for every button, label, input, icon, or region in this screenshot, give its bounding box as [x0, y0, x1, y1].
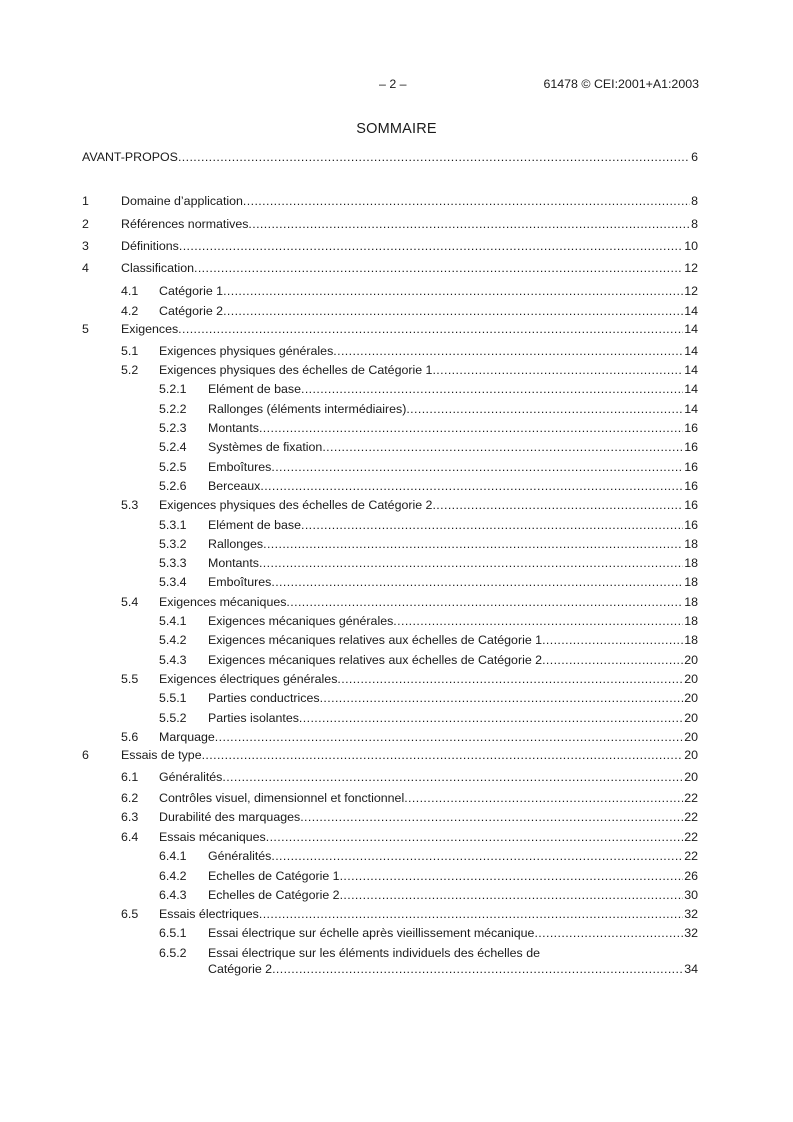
toc-leader-dots [223, 304, 683, 319]
toc-leader-dots [178, 150, 690, 165]
toc-leader-dots [340, 869, 684, 884]
toc-entry-page: 30 [684, 888, 698, 902]
toc-entry-number: 6.2 [121, 791, 139, 805]
toc-entry[interactable] [121, 810, 698, 826]
toc-leader-dots [266, 830, 683, 845]
toc-entry-page: 16 [684, 460, 698, 474]
toc-entry-page: 18 [684, 537, 698, 551]
toc-leader-dots [179, 239, 683, 254]
toc-entry[interactable] [159, 479, 698, 495]
toc-entry[interactable] [121, 363, 698, 379]
toc-entry-number: 5.5 [121, 672, 139, 686]
toc-entry-number: 5.4.2 [159, 633, 187, 647]
toc-leader-dots [259, 556, 683, 571]
toc-entry-number: 5 [82, 322, 89, 336]
toc-entry[interactable] [159, 711, 698, 727]
toc-entry[interactable] [159, 518, 698, 534]
toc-leader-dots [260, 479, 683, 494]
toc-entry-page: 32 [684, 907, 698, 921]
toc-entry[interactable] [121, 907, 698, 923]
toc-entry-page: 12 [684, 284, 698, 298]
toc-entry-number: 6.3 [121, 810, 139, 824]
toc-entry-title: Classification [121, 261, 194, 275]
toc-leader-dots [286, 595, 683, 610]
toc-entry[interactable] [159, 382, 698, 398]
toc-entry[interactable] [82, 194, 698, 210]
toc-entry[interactable] [121, 595, 698, 611]
toc-entry[interactable] [121, 791, 698, 807]
toc-leader-dots [301, 382, 683, 397]
toc-entry-title: Rallonges (éléments intermédiaires) [208, 402, 407, 416]
toc-entry-page: 32 [684, 926, 698, 940]
toc-entry-number: 3 [82, 239, 89, 253]
toc-entry-page: 14 [684, 304, 698, 318]
toc-entry[interactable] [121, 672, 698, 688]
toc-entry-title: Domaine d’application [121, 194, 243, 208]
toc-entry-number: 4.2 [121, 304, 139, 318]
toc-entry[interactable] [82, 239, 698, 255]
toc-entry-title: Essais de type [121, 748, 202, 762]
toc-entry-page: 14 [684, 363, 698, 377]
toc-entry-page: 16 [684, 440, 698, 454]
toc-entry[interactable] [121, 344, 698, 360]
toc-entry-title: Références normatives [121, 217, 249, 231]
toc-entry-title: Emboîtures [208, 460, 272, 474]
toc-entry-number: 4.1 [121, 284, 139, 298]
toc-leader-dots [320, 691, 684, 706]
document-reference: 61478 © CEI:2001+A1:2003 [543, 77, 699, 91]
toc-leader-dots [271, 849, 683, 864]
toc-entry-title: Contrôles visuel, dimensionnel et fonctionnel [159, 791, 405, 805]
toc-entry[interactable] [159, 402, 698, 418]
toc-entry-number: 6.4.2 [159, 869, 187, 883]
toc-entry-title: Exigences électriques générales [159, 672, 338, 686]
toc-entry-title: Durabilité des marquages [159, 810, 301, 824]
toc-entry-page: 14 [684, 322, 698, 336]
toc-entry-title: Echelles de Catégorie 2 [208, 888, 340, 902]
toc-leader-dots [393, 614, 683, 629]
toc-entry[interactable] [159, 653, 698, 669]
toc-entry-title: Généralités [208, 849, 272, 863]
toc-entry-continuation[interactable] [208, 962, 698, 978]
toc-entry-page: 22 [684, 830, 698, 844]
toc-leader-dots [534, 926, 683, 941]
toc-entry-page: 18 [684, 633, 698, 647]
toc-entry[interactable] [121, 304, 698, 320]
toc-entry[interactable] [82, 261, 698, 277]
toc-entry-page: 20 [684, 770, 698, 784]
toc-leader-dots [322, 440, 683, 455]
toc-leader-dots [259, 907, 683, 922]
toc-leader-dots [340, 888, 684, 903]
toc-leader-dots [263, 537, 683, 552]
toc-entry-title: Montants [208, 556, 259, 570]
toc-entry-title: Parties conductrices [208, 691, 320, 705]
toc-leader-dots [178, 322, 683, 337]
toc-leader-dots [432, 498, 683, 513]
toc-entry-number: 4 [82, 261, 89, 275]
toc-entry-title: Exigences [121, 322, 179, 336]
toc-entry[interactable] [159, 440, 698, 456]
toc-entry-title: Parties isolantes [208, 711, 299, 725]
toc-entry-number: 6.5.2 [159, 946, 187, 960]
toc-entry-page: 16 [684, 518, 698, 532]
toc-entry[interactable] [82, 150, 698, 166]
toc-entry-title: Exigences physiques des échelles de Catégorie 1 [159, 363, 433, 377]
toc-entry-page: 18 [684, 556, 698, 570]
toc-leader-dots [542, 653, 683, 668]
toc-entry-title: Systèmes de fixation [208, 440, 323, 454]
toc-entry-page: 14 [684, 382, 698, 396]
toc-entry-title: Exigences mécaniques relatives aux échelles de Catégorie 1 [208, 633, 543, 647]
toc-leader-dots [301, 518, 683, 533]
toc-entry-title: Essais mécaniques [159, 830, 266, 844]
toc-entry[interactable] [159, 537, 698, 553]
toc-leader-dots [300, 810, 683, 825]
toc-entry-page: 20 [684, 748, 698, 762]
toc-entry-title: Essai électrique sur les éléments individuels des échelles de [208, 946, 540, 960]
toc-entry-page: 20 [684, 653, 698, 667]
toc-entry-title: Elément de base [208, 382, 301, 396]
toc-entry[interactable] [159, 421, 698, 437]
toc-entry-number: 5.3.3 [159, 556, 187, 570]
toc-leader-dots [215, 730, 683, 745]
toc-leader-dots [271, 460, 683, 475]
toc-entry[interactable] [121, 498, 698, 514]
toc-entry-number: 5.3 [121, 498, 139, 512]
toc-entry-title: Marquage [159, 730, 215, 744]
toc-entry-number: 5.3.1 [159, 518, 187, 532]
toc-entry-page: 22 [684, 791, 698, 805]
page-number: – 2 – [379, 77, 407, 91]
toc-entry[interactable] [159, 575, 698, 591]
toc-entry-page: 22 [684, 849, 698, 863]
toc-entry-number: 6.1 [121, 770, 139, 784]
toc-leader-dots [404, 791, 683, 806]
toc-entry-title: Catégorie 2 [159, 304, 224, 318]
toc-entry[interactable] [159, 691, 698, 707]
toc-entry-page: 6 [691, 150, 698, 164]
toc-leader-dots [202, 748, 684, 763]
toc-entry-title: Exigences physiques des échelles de Catégorie 2 [159, 498, 433, 512]
toc-entry[interactable] [159, 849, 698, 865]
toc-entry-page: 20 [684, 730, 698, 744]
toc-entry-number: 6.4 [121, 830, 139, 844]
toc-entry-title: Généralités [159, 770, 223, 784]
toc-entry[interactable] [121, 830, 698, 846]
toc-entry-page: 14 [684, 344, 698, 358]
toc-entry-page: 8 [691, 194, 698, 208]
toc-entry[interactable] [159, 460, 698, 476]
toc-entry-page: 34 [684, 962, 698, 976]
toc-entry-number: 5.2 [121, 363, 139, 377]
toc-entry-page: 18 [684, 575, 698, 589]
toc-entry[interactable] [159, 946, 698, 962]
toc-entry-page: 18 [684, 595, 698, 609]
toc-entry-title: Berceaux [208, 479, 261, 493]
toc-entry-title: Exigences mécaniques relatives aux échelles de Catégorie 2 [208, 653, 543, 667]
toc-entry-number: 5.2.2 [159, 402, 187, 416]
toc-entry-title: Exigences mécaniques générales [208, 614, 394, 628]
toc-entry-number: 5.2.6 [159, 479, 187, 493]
toc-entry[interactable] [159, 633, 698, 649]
toc-entry-number: 6 [82, 748, 89, 762]
toc-entry[interactable] [121, 770, 698, 786]
toc-entry-page: 18 [684, 614, 698, 628]
toc-entry-title: AVANT-PROPOS [82, 150, 178, 164]
toc-entry-number: 5.6 [121, 730, 139, 744]
toc-entry-title: Emboîtures [208, 575, 272, 589]
toc-leader-dots [542, 633, 683, 648]
toc-leader-dots [248, 217, 690, 232]
toc-entry-page: 20 [684, 691, 698, 705]
toc-entry[interactable] [159, 888, 698, 904]
toc-entry[interactable] [159, 869, 698, 885]
toc-entry-number: 6.5.1 [159, 926, 187, 940]
toc-entry-number: 6.4.3 [159, 888, 187, 902]
toc-entry-title: Elément de base [208, 518, 301, 532]
toc-entry-page: 20 [684, 672, 698, 686]
toc-entry-title: Exigences physiques générales [159, 344, 334, 358]
toc-entry-number: 5.4.1 [159, 614, 187, 628]
toc-entry-number: 5.5.1 [159, 691, 187, 705]
toc-entry-number: 5.4.3 [159, 653, 187, 667]
toc-entry-number: 5.2.1 [159, 382, 187, 396]
toc-leader-dots [243, 194, 690, 209]
toc-entry-page: 16 [684, 421, 698, 435]
toc-leader-dots [223, 284, 683, 299]
toc-entry-number: 1 [82, 194, 89, 208]
toc-entry-number: 2 [82, 217, 89, 231]
toc-entry-number: 5.2.4 [159, 440, 187, 454]
toc-leader-dots [432, 363, 683, 378]
toc-entry-number: 5.3.2 [159, 537, 187, 551]
toc-leader-dots [406, 402, 683, 417]
toc-leader-dots [194, 261, 683, 276]
toc-entry-number: 5.5.2 [159, 711, 187, 725]
toc-entry[interactable] [159, 614, 698, 630]
toc-leader-dots [333, 344, 683, 359]
toc-entry-number: 5.1 [121, 344, 139, 358]
toc-entry-number: 6.4.1 [159, 849, 187, 863]
toc-entry-page: 10 [684, 239, 698, 253]
toc-entry[interactable] [121, 284, 698, 300]
toc-entry-page: 26 [684, 869, 698, 883]
toc-entry-page: 22 [684, 810, 698, 824]
toc-entry-number: 5.2.3 [159, 421, 187, 435]
toc-entry[interactable] [82, 217, 698, 233]
toc-entry-page: 16 [684, 479, 698, 493]
toc-leader-dots [272, 962, 683, 978]
toc-entry[interactable] [121, 730, 698, 746]
toc-entry-title: Exigences mécaniques [159, 595, 287, 609]
toc-leader-dots [337, 672, 683, 687]
toc-entry-title: Echelles de Catégorie 1 [208, 869, 340, 883]
toc-entry-title: Essai électrique sur échelle après vieillissement mécanique [208, 926, 535, 940]
toc-leader-dots [222, 770, 683, 785]
toc-entry-number: 5.2.5 [159, 460, 187, 474]
toc-entry-title: Montants [208, 421, 259, 435]
toc-entry-title: Catégorie 1 [159, 284, 224, 298]
toc-entry-page: 8 [691, 217, 698, 231]
toc-entry-page: 14 [684, 402, 698, 416]
toc-entry-title: Rallonges [208, 537, 264, 551]
toc-entry-number: 5.4 [121, 595, 139, 609]
page-title: SOMMAIRE [356, 121, 437, 137]
toc-entry[interactable] [159, 926, 698, 942]
toc-entry-page: 16 [684, 498, 698, 512]
toc-entry-number: 6.5 [121, 907, 139, 921]
toc-entry-number: 5.3.4 [159, 575, 187, 589]
toc-entry[interactable] [82, 322, 698, 338]
toc-entry-title: Essais électriques [159, 907, 259, 921]
page-header [0, 77, 793, 93]
toc-leader-dots [299, 711, 683, 726]
toc-leader-dots [259, 421, 683, 436]
toc-entry-page: 20 [684, 711, 698, 725]
toc-entry[interactable] [82, 748, 698, 764]
toc-entry-title-continued: Catégorie 2 [208, 962, 273, 976]
toc-leader-dots [271, 575, 683, 590]
toc-entry-title: Définitions [121, 239, 179, 253]
toc-entry-page: 12 [684, 261, 698, 275]
toc-entry[interactable] [159, 556, 698, 572]
